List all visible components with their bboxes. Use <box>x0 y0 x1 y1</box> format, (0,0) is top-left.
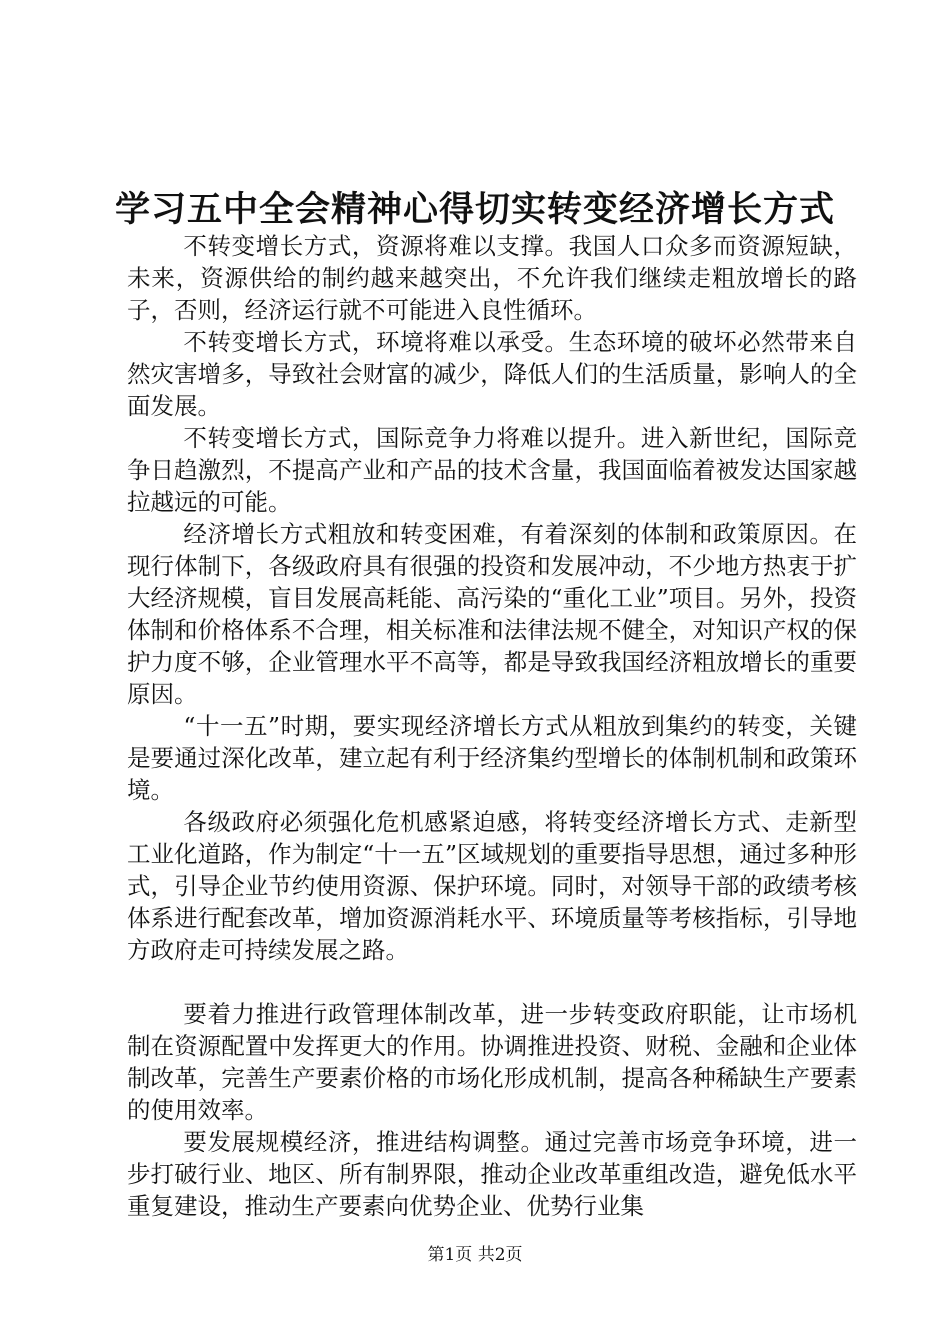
paragraph: 不转变增长方式，国际竞争力将难以提升。进入新世纪，国际竞争日趋激烈，不提高产业和产品的技术含量，我国面临着被发达国家越拉越远的可能。 <box>127 424 857 516</box>
page-number-footer: 第1页 共2页 <box>427 1245 523 1265</box>
document-title: 学习五中全会精神心得切实转变经济增长方式 <box>114 189 835 230</box>
paragraph: 经济增长方式粗放和转变困难，有着深刻的体制和政策原因。在现行体制下，各级政府具有很强的投资和发展冲动，不少地方热衷于扩大经济规模，盲目发展高耗能、高污染的“重化工业”项目。另外，投资体制和价格体系不合理，相关标准和法律法规不健全，对知识产权的保护力度不够，企业管理水平不高等，都是导致我国经济粗放增长的重要原因。 <box>127 520 857 708</box>
paragraph: 要着力推进行政管理体制改革，进一步转变政府职能，让市场机制在资源配置中发挥更大的作用。协调推进投资、财税、金融和企业体制改革，完善生产要素价格的市场化形成机制，提高各种稀缺生产要素的使用效率。 <box>127 1000 857 1124</box>
paragraph: 要发展规模经济，推进结构调整。通过完善市场竞争环境，进一步打破行业、地区、所有制界限，推动企业改革重组改造，避免低水平重复建设，推动生产要素向优势企业、优势行业集 <box>127 1128 857 1220</box>
paragraph: 各级政府必须强化危机感紧迫感，将转变经济增长方式、走新型工业化道路，作为制定“十一五”区域规划的重要指导思想，通过多种形式，引导企业节约使用资源、保护环境。同时，对领导干部的政绩考核体系进行配套改革，增加资源消耗水平、环境质量等考核指标，引导地方政府走可持续发展之路。 <box>127 808 857 964</box>
document-body <box>127 230 857 1222</box>
paragraph: 不转变增长方式，资源将难以支撑。我国人口众多而资源短缺，未来，资源供给的制约越来越突出，不允许我们继续走粗放增长的路子，否则，经济运行就不可能进入良性循环。 <box>127 232 857 324</box>
paragraph: 不转变增长方式，环境将难以承受。生态环境的破坏必然带来自然灾害增多，导致社会财富的减少，降低人们的生活质量，影响人的全面发展。 <box>127 328 857 420</box>
paragraph: “十一五”时期，要实现经济增长方式从粗放到集约的转变，关键是要通过深化改革，建立起有利于经济集约型增长的体制机制和政策环境。 <box>127 712 857 804</box>
